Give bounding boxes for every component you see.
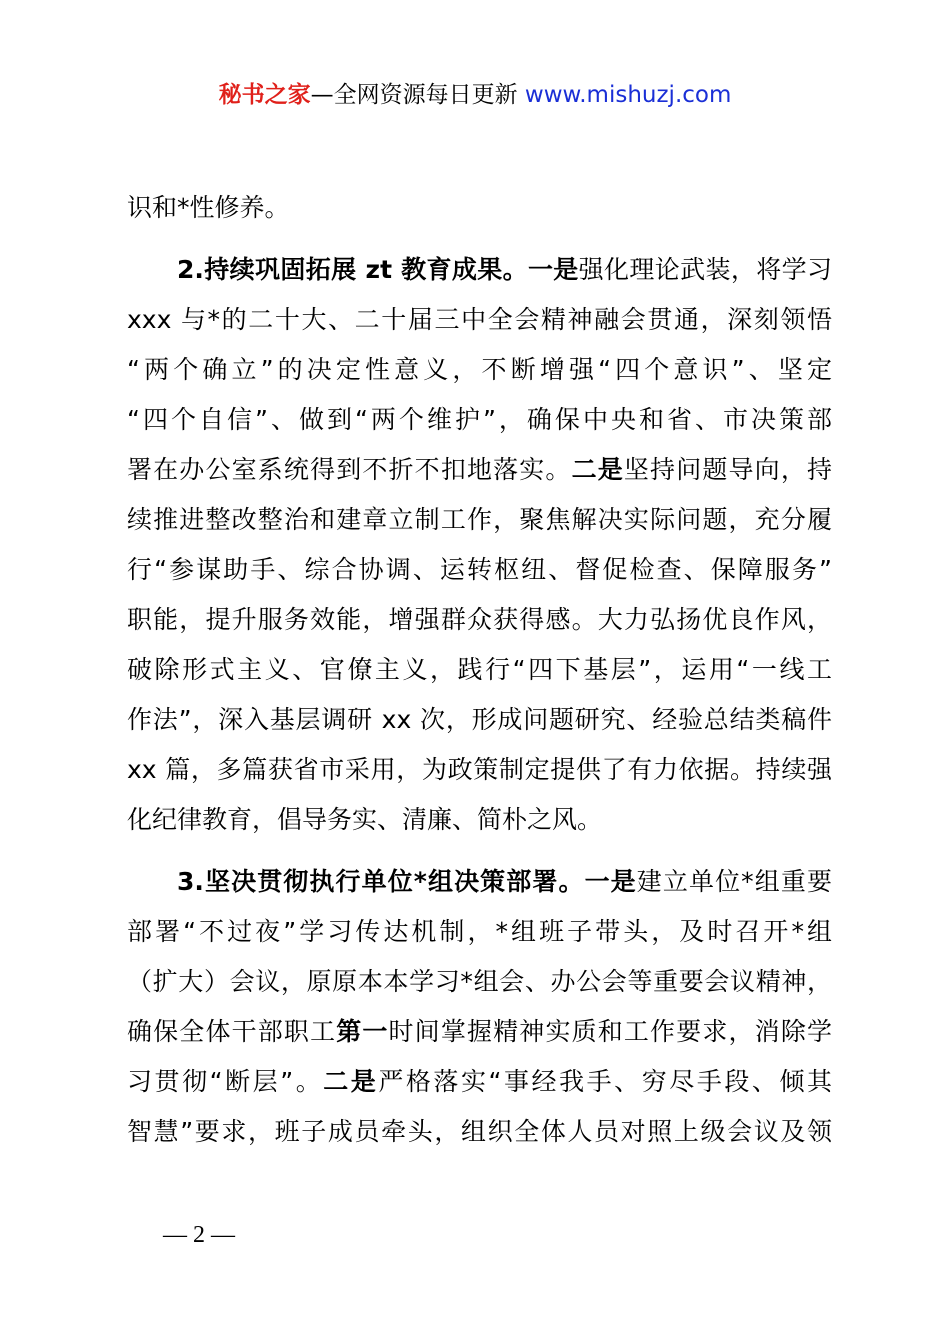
text-segment: 行“参谋助手、综合协调、运转枢纽、督促检查、保障服务” bbox=[127, 555, 832, 584]
text-segment: 化纪律教育，倡导务实、清廉、简朴之风。 bbox=[127, 805, 603, 834]
text-line bbox=[127, 1007, 832, 1057]
bold-text-segment: 一是 bbox=[527, 255, 579, 284]
text-segment: 署在办公室系统得到不折不扣地落实。 bbox=[127, 455, 572, 484]
bold-text-segment: 一是 bbox=[584, 867, 637, 896]
brand-name: 秘书之家 bbox=[218, 82, 311, 108]
text-line bbox=[127, 857, 832, 907]
text-segment: “四个自信”、做到“两个维护”，确保中央和省、市决策部 bbox=[127, 405, 832, 434]
bold-text-segment: 2.持续巩固拓展 zt 教育成果。 bbox=[177, 255, 528, 284]
text-segment: 坚持问题导向，持 bbox=[623, 455, 832, 484]
text-line bbox=[127, 295, 832, 345]
bold-text-segment: 3.坚决贯彻执行单位*组决策部署。 bbox=[177, 867, 585, 896]
text-segment: 破除形式主义、官僚主义，践行“四下基层”，运用“一线工 bbox=[127, 655, 832, 684]
text-segment: xxx 与*的二十大、二十届三中全会精神融会贯通，深刻领悟 bbox=[127, 305, 832, 334]
site-header bbox=[0, 78, 950, 112]
bold-text-segment: 第一 bbox=[336, 1017, 389, 1046]
text-segment: 部署“不过夜”学习传达机制，*组班子带头，及时召开*组 bbox=[127, 917, 832, 946]
text-line bbox=[127, 1057, 832, 1107]
text-line bbox=[127, 495, 832, 545]
text-line bbox=[127, 183, 832, 233]
text-segment: 强化理论武装，将学习 bbox=[578, 255, 832, 284]
bold-text-segment: 二是 bbox=[571, 455, 624, 484]
text-line bbox=[127, 645, 832, 695]
text-segment: 建立单位*组重要 bbox=[636, 867, 832, 896]
text-line bbox=[127, 395, 832, 445]
document-body bbox=[127, 183, 832, 1157]
text-segment: 时间掌握精神实质和工作要求，消除学 bbox=[388, 1017, 832, 1046]
text-segment: “两个确立”的决定性意义，不断增强“四个意识”、坚定 bbox=[127, 355, 832, 384]
text-line bbox=[127, 345, 832, 395]
text-segment: 严格落实“事经我手、穷尽手段、倾其 bbox=[378, 1067, 832, 1096]
text-line bbox=[127, 957, 832, 1007]
text-segment: 习贯彻“断层”。 bbox=[127, 1067, 324, 1096]
paragraph-gap bbox=[127, 233, 832, 245]
text-segment: 确保全体干部职工 bbox=[127, 1017, 337, 1046]
text-line bbox=[127, 245, 832, 295]
header-slogan: —全网资源每日更新 bbox=[310, 82, 518, 108]
text-segment: 续推进整改整治和建章立制工作，聚焦解决实际问题，充分履 bbox=[127, 505, 832, 534]
paragraph-gap bbox=[127, 845, 832, 857]
text-line bbox=[127, 545, 832, 595]
text-line bbox=[127, 695, 832, 745]
site-url-link[interactable]: www.mishuzj.com bbox=[524, 82, 732, 108]
text-line bbox=[127, 445, 832, 495]
text-segment: xx 篇，多篇获省市采用，为政策制定提供了有力依据。持续强 bbox=[127, 755, 832, 784]
text-line bbox=[127, 1107, 832, 1157]
text-segment: 智慧”要求，班子成员牵头，组织全体人员对照上级会议及领 bbox=[127, 1117, 832, 1146]
text-line bbox=[127, 795, 832, 845]
page-number: — 2 — bbox=[163, 1222, 235, 1248]
text-line bbox=[127, 595, 832, 645]
text-line bbox=[127, 907, 832, 957]
bold-text-segment: 二是 bbox=[323, 1067, 379, 1096]
text-segment: 作法”，深入基层调研 xx 次，形成问题研究、经验总结类稿件 bbox=[127, 705, 832, 734]
text-segment: （扩大）会议，原原本本学习*组会、办公会等重要会议精神， bbox=[127, 967, 832, 996]
text-line bbox=[127, 745, 832, 795]
text-segment: 职能，提升服务效能，增强群众获得感。大力弘扬优良作风， bbox=[127, 605, 832, 634]
text-segment: 识和*性修养。 bbox=[127, 193, 290, 222]
